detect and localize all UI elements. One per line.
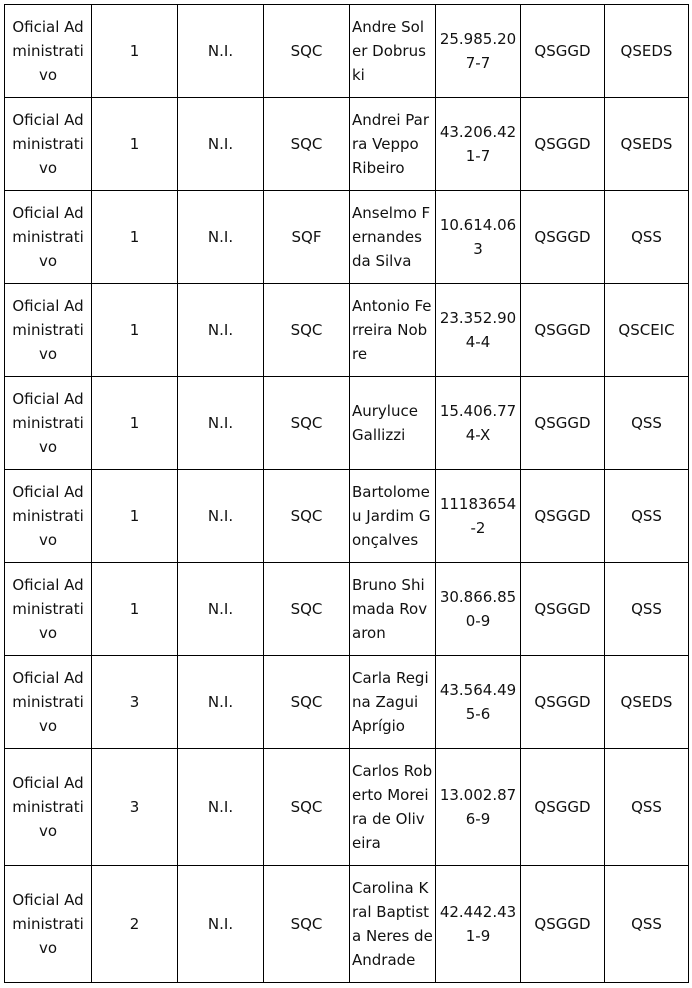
staff-group-cell: SQF xyxy=(264,191,350,284)
name-cell: Carla Regina Zagui Aprígio xyxy=(350,656,436,749)
origin-cell: QSGGD xyxy=(521,5,605,98)
quantity-cell: 1 xyxy=(92,284,178,377)
table-row xyxy=(5,377,689,470)
origin-cell: QSGGD xyxy=(521,749,605,866)
job-title-cell: Oficial Administrativo xyxy=(5,656,92,749)
name-cell: Anselmo Fernandes da Silva xyxy=(350,191,436,284)
job-title-cell: Oficial Administrativo xyxy=(5,98,92,191)
table-row xyxy=(5,284,689,377)
staff-group-cell: SQC xyxy=(264,563,350,656)
staff-group-cell: SQC xyxy=(264,866,350,983)
staff-group-cell: SQC xyxy=(264,5,350,98)
origin-cell: QSGGD xyxy=(521,377,605,470)
table-row xyxy=(5,5,689,98)
quantity-cell: 3 xyxy=(92,656,178,749)
id-number-cell: 43.564.495-6 xyxy=(436,656,521,749)
quantity-cell: 3 xyxy=(92,749,178,866)
table-row xyxy=(5,749,689,866)
job-title-cell: Oficial Administrativo xyxy=(5,377,92,470)
reference-cell: N.I. xyxy=(178,656,264,749)
reference-cell: N.I. xyxy=(178,191,264,284)
id-number-cell: 15.406.774-X xyxy=(436,377,521,470)
id-number-cell: 25.985.207-7 xyxy=(436,5,521,98)
destination-cell: QSCEIC xyxy=(605,284,689,377)
origin-cell: QSGGD xyxy=(521,563,605,656)
reference-cell: N.I. xyxy=(178,377,264,470)
job-title-cell: Oficial Administrativo xyxy=(5,749,92,866)
reference-cell: N.I. xyxy=(178,284,264,377)
origin-cell: QSGGD xyxy=(521,191,605,284)
name-cell: Bruno Shimada Rovaron xyxy=(350,563,436,656)
destination-cell: QSS xyxy=(605,749,689,866)
quantity-cell: 1 xyxy=(92,563,178,656)
destination-cell: QSS xyxy=(605,866,689,983)
job-title-cell: Oficial Administrativo xyxy=(5,470,92,563)
name-cell: Carlos Roberto Moreira de Oliveira xyxy=(350,749,436,866)
reference-cell: N.I. xyxy=(178,5,264,98)
destination-cell: QSS xyxy=(605,191,689,284)
table-row xyxy=(5,470,689,563)
table-row xyxy=(5,563,689,656)
destination-cell: QSS xyxy=(605,563,689,656)
job-title-cell: Oficial Administrativo xyxy=(5,5,92,98)
staff-group-cell: SQC xyxy=(264,749,350,866)
job-title-cell: Oficial Administrativo xyxy=(5,563,92,656)
staff-group-cell: SQC xyxy=(264,98,350,191)
staff-group-cell: SQC xyxy=(264,284,350,377)
quantity-cell: 1 xyxy=(92,377,178,470)
quantity-cell: 1 xyxy=(92,5,178,98)
name-cell: Carolina Kral Baptista Neres de Andrade xyxy=(350,866,436,983)
job-title-cell: Oficial Administrativo xyxy=(5,284,92,377)
destination-cell: QSEDS xyxy=(605,98,689,191)
job-title-cell: Oficial Administrativo xyxy=(5,191,92,284)
staff-group-cell: SQC xyxy=(264,377,350,470)
name-cell: Antonio Ferreira Nobre xyxy=(350,284,436,377)
name-cell: Andre Soler Dobruski xyxy=(350,5,436,98)
origin-cell: QSGGD xyxy=(521,866,605,983)
destination-cell: QSS xyxy=(605,377,689,470)
table-row xyxy=(5,656,689,749)
reference-cell: N.I. xyxy=(178,98,264,191)
origin-cell: QSGGD xyxy=(521,656,605,749)
destination-cell: QSEDS xyxy=(605,656,689,749)
id-number-cell: 13.002.876-9 xyxy=(436,749,521,866)
table-row xyxy=(5,98,689,191)
name-cell: Andrei Parra Veppo Ribeiro xyxy=(350,98,436,191)
quantity-cell: 1 xyxy=(92,98,178,191)
table-row xyxy=(5,866,689,983)
id-number-cell: 10.614.063 xyxy=(436,191,521,284)
reference-cell: N.I. xyxy=(178,866,264,983)
table-body xyxy=(5,5,689,983)
quantity-cell: 2 xyxy=(92,866,178,983)
origin-cell: QSGGD xyxy=(521,470,605,563)
reference-cell: N.I. xyxy=(178,563,264,656)
destination-cell: QSS xyxy=(605,470,689,563)
origin-cell: QSGGD xyxy=(521,98,605,191)
staff-group-cell: SQC xyxy=(264,656,350,749)
reference-cell: N.I. xyxy=(178,470,264,563)
id-number-cell: 30.866.850-9 xyxy=(436,563,521,656)
name-cell: Auryluce Gallizzi xyxy=(350,377,436,470)
id-number-cell: 43.206.421-7 xyxy=(436,98,521,191)
table-row xyxy=(5,191,689,284)
id-number-cell: 11183654-2 xyxy=(436,470,521,563)
destination-cell: QSEDS xyxy=(605,5,689,98)
personnel-transfer-table xyxy=(4,4,689,983)
id-number-cell: 42.442.431-9 xyxy=(436,866,521,983)
quantity-cell: 1 xyxy=(92,470,178,563)
quantity-cell: 1 xyxy=(92,191,178,284)
id-number-cell: 23.352.904-4 xyxy=(436,284,521,377)
reference-cell: N.I. xyxy=(178,749,264,866)
staff-group-cell: SQC xyxy=(264,470,350,563)
origin-cell: QSGGD xyxy=(521,284,605,377)
job-title-cell: Oficial Administrativo xyxy=(5,866,92,983)
name-cell: Bartolomeu Jardim Gonçalves xyxy=(350,470,436,563)
